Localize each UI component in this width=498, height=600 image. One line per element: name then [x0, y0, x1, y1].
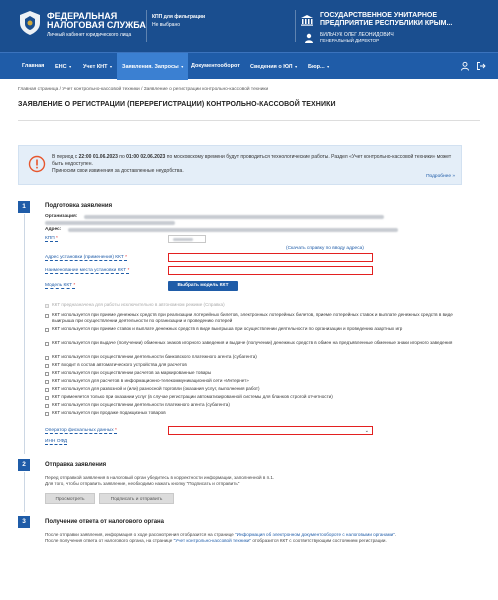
top-header [0, 0, 498, 52]
step3-text-part: После отправки заявления, информация о ходе рассмотрения отобразится на странице [45, 532, 236, 537]
chevron-down-icon: ⌄ [364, 428, 369, 434]
checkbox-marked-goods[interactable] [45, 372, 49, 376]
alert-to: 01:00 02.06.2023 [126, 154, 166, 160]
nav-item-label: Документооборот [191, 63, 240, 69]
kpp-value-redacted [173, 238, 193, 241]
checkbox-internet[interactable] [45, 380, 49, 384]
view-button[interactable]: Просмотреть [45, 493, 95, 504]
page-title: ЗАЯВЛЕНИЕ О РЕГИСТРАЦИИ (ПЕРЕРЕГИСТРАЦИИ) КОНТРОЛЬНО-КАССОВОЙ ТЕХНИКИ [18, 101, 336, 108]
checkbox-casino-tokens[interactable] [45, 342, 49, 346]
org-name[interactable] [47, 12, 146, 30]
checkbox-excise-goods[interactable] [45, 412, 49, 416]
organization-value-redacted [84, 215, 384, 219]
kpp-label-text: КПП [45, 236, 55, 241]
checkbox-services-only[interactable] [45, 396, 49, 400]
nav-item-docflow[interactable] [186, 53, 245, 80]
company-name[interactable] [320, 12, 490, 28]
breadcrumb[interactable]: Главная страница / Учет контрольно-кассовой техники / Заявление о регистрации контрольно-кассовой техники [18, 87, 269, 92]
checkbox-label: ККТ используется при осуществлении деятельности банковского платежного агента (субагента) [52, 354, 257, 359]
ofd-select[interactable] [168, 426, 373, 435]
model-label-text: Модель ККТ [45, 283, 73, 288]
alert-apology: Приносим свои извинения за доставленные неудобства. [52, 168, 184, 174]
required-marker: * [115, 428, 117, 433]
profile-icon[interactable] [460, 61, 470, 71]
nav-item-company-info[interactable] [245, 53, 302, 80]
checkbox-label: ККТ используется при осуществлении расчетов за маркированные товары [52, 370, 212, 375]
org-name-line1: ФЕДЕРАЛЬНАЯ [47, 11, 118, 21]
checkbox-gambling[interactable] [45, 328, 49, 332]
checkbox-lottery[interactable] [45, 314, 49, 318]
address-label: Адрес: [45, 227, 62, 232]
select-model-button[interactable]: Выбрать модель ККТ [168, 281, 238, 291]
step3-text-part: . [394, 532, 397, 537]
step2-instructions [45, 475, 465, 487]
chevron-down-icon: ▾ [69, 64, 72, 69]
checkbox-label: ККТ используется при выдаче (получении) обменных знаков игорного заведения и выдаче (получении) денежных средств в обмен на предъявленные обменные знаки игорного заведения [52, 340, 453, 345]
logout-icon[interactable] [476, 61, 486, 71]
step3-title: Получение ответа от налогового органа [45, 519, 165, 525]
sign-and-send-button[interactable]: Подписать и отправить [99, 493, 174, 504]
step-number: 2 [18, 459, 30, 471]
checkbox-label: ККТ используется при приеме ставок и выплате денежных средств в виде выигрыша при осуществлении деятельности по организации и проведению азартных игр [52, 326, 403, 331]
alert-text-part: В период с [52, 154, 79, 160]
model-label [45, 283, 75, 289]
fns-emblem-icon [18, 10, 42, 36]
alert-from: 22:00 01.06.2023 [78, 154, 118, 160]
checkbox-label: ККТ используется при приеме денежных средств при реализации лотерейных билетов, электронных лотерейных билетов, приеме лотерейных ставок и выплате денежных средств в виде выигрыша при осуществлении деятельности по организации и проведению лотерей [52, 312, 453, 323]
docflow-info-link[interactable]: "Информация об электронном документообороте с налоговыми органами" [235, 532, 395, 537]
nav-item-home[interactable] [17, 53, 49, 80]
install-place-label [45, 268, 129, 274]
chevron-down-icon: ▾ [110, 64, 113, 69]
install-address-label-text: Адрес установки (применения) ККТ [45, 255, 124, 260]
nav-item-applications[interactable] [117, 53, 188, 80]
checkbox-autonomous[interactable] [45, 304, 49, 308]
company-name-line2: ПРЕДПРИЯТИЕ РЕСПУБЛИКИ КРЫМ... [320, 20, 453, 27]
alert-text [52, 154, 452, 175]
chevron-down-icon: ▾ [327, 64, 330, 69]
step-connector [24, 214, 25, 454]
checkbox-label: ККТ используется при осуществлении деятельности платежного агента (субагента) [52, 402, 230, 407]
checkbox-automatic-device[interactable] [45, 364, 49, 368]
install-place-label-text: Наименование места установки ККТ [45, 268, 127, 273]
checkbox-payment-agent[interactable] [45, 404, 49, 408]
user-name: БИЛЬЧУК ОЛЕГ ЛЕОНИДОВИЧ [320, 32, 394, 38]
maintenance-alert [18, 145, 462, 185]
alert-text-part: по московскому времени будут проводиться технологические работы. Раздел «Учет контрольно-кассовой техники» может быть недоступен. [52, 154, 452, 167]
alert-text-part: по [117, 154, 127, 160]
cabinet-subtitle: Личный кабинет юридического лица [47, 32, 132, 38]
kkt-accounting-link[interactable]: "Учет контрольно-кассовой техники" [173, 538, 252, 543]
checkbox-bank-agent[interactable] [45, 356, 49, 360]
building-icon [300, 14, 314, 26]
step2-line: Перед отправкой заявления в налоговый орган убедитесь в корректности информации, заполненной в п.1. [45, 475, 275, 480]
install-address-input[interactable] [168, 253, 373, 262]
nav-item-label: Бюр... [308, 64, 325, 70]
ofd-label [45, 428, 117, 434]
step3-instructions [45, 532, 475, 544]
user-role: ГЕНЕРАЛЬНЫЙ ДИРЕКТОР [320, 38, 380, 43]
install-address-label [45, 255, 127, 261]
checkbox-label: ККТ предназначена для работы исключительно в автономном режиме (Справка) [52, 302, 225, 307]
divider [18, 120, 480, 121]
nav-item-ens[interactable] [50, 53, 76, 80]
step-number: 1 [18, 201, 30, 213]
checkbox-label: ККТ входит в состав автоматического устройства для расчетов [52, 362, 187, 367]
kpp-input[interactable] [168, 235, 206, 243]
step3-text-part: После получения ответа от налогового органа, на странице [45, 538, 174, 543]
ofd-label-text: Оператор фискальных данных [45, 428, 114, 433]
kpp-label [45, 236, 58, 242]
step1-title: Подготовка заявления [45, 203, 113, 209]
step-number: 3 [18, 516, 30, 528]
chevron-down-icon: ▾ [181, 64, 184, 69]
chevron-down-icon: ▾ [295, 64, 298, 69]
download-help-link[interactable]: (Скачать справку по вводу адреса) [286, 246, 364, 251]
company-name-line1: ГОСУДАРСТВЕННОЕ УНИТАРНОЕ [320, 12, 438, 19]
install-place-input[interactable] [168, 266, 373, 275]
step2-line: Для того, чтобы отправить заявление, необходимо нажать кнопку "Подписать и отправить" [45, 481, 240, 486]
nav-item-label: Заявления. Запросы [122, 64, 179, 70]
person-icon [304, 33, 314, 43]
divider [146, 10, 147, 42]
required-marker: * [125, 255, 128, 260]
user-info [320, 32, 394, 44]
nav-item-kkt[interactable] [78, 53, 117, 80]
kpp-filter-value: Не выбрано [152, 22, 180, 28]
required-marker: * [127, 268, 130, 273]
kpp-filter-label: КПП для фильтрации [152, 14, 206, 20]
required-marker: * [73, 283, 76, 288]
divider [295, 10, 296, 42]
checkbox-label: ККТ используется для расчетов в информационно-телекоммуникационной сети «Интернет» [52, 378, 249, 383]
nav-item-more[interactable] [303, 53, 334, 80]
alert-more-link[interactable]: Подробнее » [426, 174, 455, 179]
ofd-inn-label: ИНН ОФД [45, 439, 68, 444]
org-name-line2: НАЛОГОВАЯ СЛУЖБА [47, 20, 146, 30]
nav-item-label: Сведения о ЮЛ [250, 64, 293, 70]
step3-line [45, 538, 475, 544]
nav-item-label: Главная [22, 63, 45, 69]
organization-label: Организация: [45, 214, 78, 219]
checkbox-label: ККТ используется для развозной и (или) разносной торговли (оказания услуг, выполнения работ) [52, 386, 260, 391]
step-connector [24, 472, 25, 512]
checkbox-label: ККТ используется при продаже подакцизных товаров [52, 410, 166, 415]
organization-value-redacted [45, 221, 175, 225]
step2-title: Отправка заявления [45, 462, 107, 468]
required-marker: * [56, 236, 58, 241]
warning-icon [28, 155, 46, 173]
nav-item-label: Учет КНТ [83, 64, 108, 70]
step3-text-part: отобразится ККТ с соответствующим состоянием регистрации. [251, 538, 387, 543]
nav-item-label: ЕНС [55, 64, 67, 70]
kpp-filter[interactable] [152, 13, 205, 29]
main-nav [0, 52, 498, 79]
checkbox-label: ККТ применяется только при оказании услуг (в случае регистрации автоматизированной системы для бланков строгой отчетности) [52, 394, 333, 399]
checkbox-delivery-trade[interactable] [45, 388, 49, 392]
address-value-redacted [68, 228, 398, 232]
